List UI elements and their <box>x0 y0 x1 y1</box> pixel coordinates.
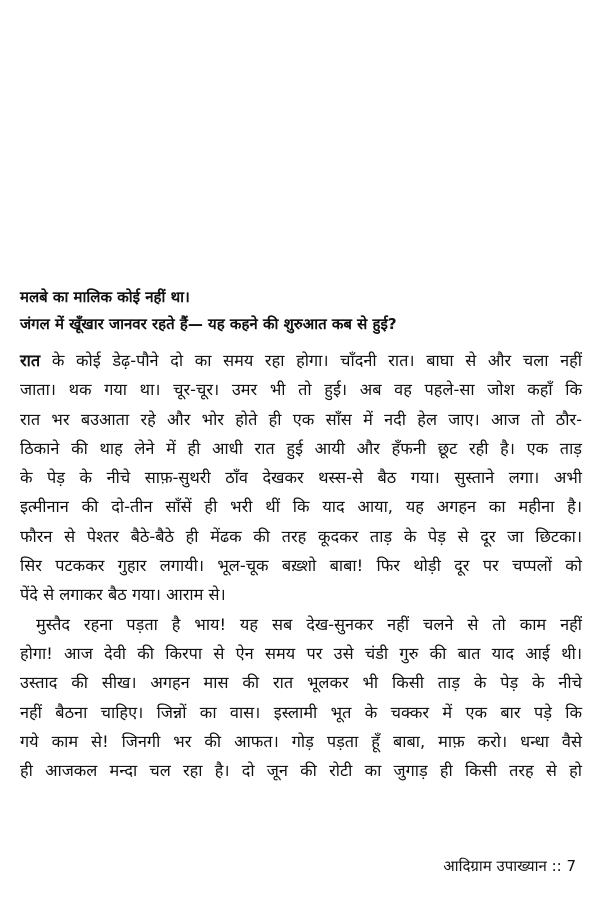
paragraph <box>20 346 582 610</box>
text-line: ही आजकल मन्दा चल रहा है। दो जून की रोटी का जुगाड़ ही किसी तरह से हो <box>20 761 582 781</box>
intro-line: जंगल में खूँखार जानवर रहते हैं— यह कहने की शुरुआत कब से हुई? <box>20 315 397 333</box>
paragraph <box>20 610 582 786</box>
text-line: जाता। थक गया था। चूर-चूर। उमर भी तो हुई। अब वह पहले-सा जोश कहाँ कि <box>20 380 582 400</box>
text-line: मुस्तैद रहना पड़ता है भाय! यह सब देख-सुनकर नहीं चलने से तो काम नहीं <box>36 614 582 634</box>
text-line: ठिकाने की थाह लेने में ही आधी रात हुई आयी और हँफनी छूट रही है। एक ताड़ <box>20 438 582 458</box>
text-line: सिर पटककर गुहार लगायी। भूल-चूक बख़्शो बाबा! फिर थोड़ी दूर पर चप्पलों को <box>20 556 582 576</box>
text-line: रात भर बउआता रहे और भोर होते ही एक साँस में नदी हेल जाए। आज तो ठौर- <box>20 409 582 429</box>
text-line: के पेड़ के नीचे साफ़-सुथरी ठाँव देखकर थस्स-से बैठ गया। सुस्ताने लगा। अभी <box>20 468 582 488</box>
text-line <box>20 346 582 375</box>
text-line-rest: के कोई डेढ़-पौने दो का समय रहा होगा। चाँदनी रात। बाघा से और चला नहीं <box>40 351 582 370</box>
text-line: गये काम से! जिनगी भर की आफत। गोड़ पड़ता हूँ बाबा, माफ़ करो। धन्धा वैसे <box>20 731 582 751</box>
text-line: नहीं बैठना चाहिए। जिन्नों का वास। इस्लामी भूत के चक्कर में एक बार पड़े कि <box>20 702 582 722</box>
lead-word: रात <box>20 351 41 370</box>
text-line: होगा! आज देवी की किरपा से ऐन समय पर उसे चंडी गुरु की बात याद आई थी। <box>20 643 582 663</box>
intro-block <box>20 284 582 338</box>
text-line: इत्मीनान की दो-तीन साँसें ही भरी थीं कि याद आया, यह अगहन का महीना है। <box>20 497 582 517</box>
body-text <box>20 346 582 785</box>
intro-line: मलबे का मालिक कोई नहीं था। <box>20 288 190 306</box>
text-line: उस्ताद की सीख। अगहन मास की रात भूलकर भी किसी ताड़ के पेड़ के नीचे <box>20 673 582 693</box>
text-line: फौरन से पेश्तर बैठे-बैठे ही मेंढक की तरह कूदकर ताड़ के पेड़ से दूर जा छिटका। <box>20 526 582 546</box>
text-line: पेंदे से लगाकर बैठ गया। आराम से। <box>20 585 226 605</box>
page-footer: आदिग्राम उपाख्यान :: 7 <box>443 857 576 875</box>
